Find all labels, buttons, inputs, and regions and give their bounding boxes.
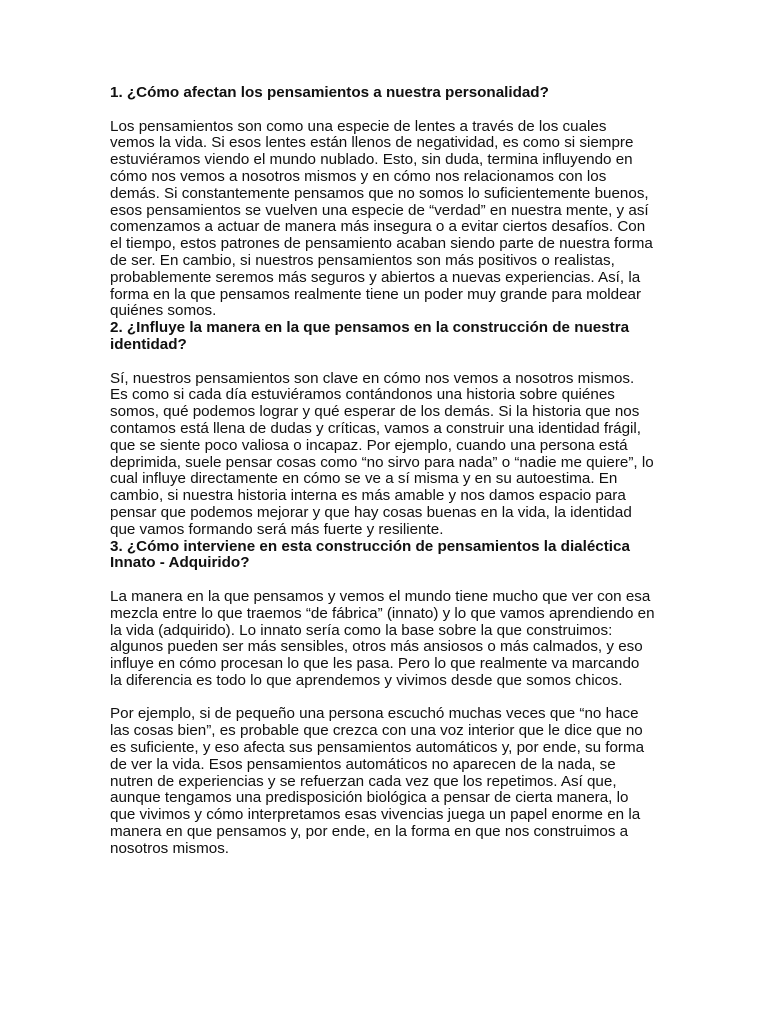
section-paragraph: La manera en la que pensamos y vemos el mundo tiene mucho que ver con esa mezcla entre lo que traemos “de fábrica” (innato) y lo que vamos aprendiendo en la vida (adquirido). Lo innato sería como la base sobre la que construimos: algunos pueden ser más sensibles, otros más ansiosos o más calmados, y eso influye en cómo procesan lo que les pasa. Pero lo que realmente va marcando la diferencia es todo lo que aprendemos y vivimos desde que somos chicos.	[110, 587, 655, 689]
section-paragraph: Los pensamientos son como una especie de lentes a través de los cuales vemos la vida. Si esos lentes están llenos de negatividad, es como si siempre estuviéramos viendo el mundo nublado. Esto, sin duda, termina influyendo en cómo nos vemos a nosotros mismos y en cómo nos relacionamos con los demás. Si constantemente pensamos que no somos lo suficientemente buenos, esos pensamientos se vuelven una especie de “verdad” en nuestra mente, y así comenzamos a actuar de manera más insegura o a evitar ciertos desafíos. Con el tiempo, estos patrones de pensamiento acaban siendo parte de nuestra forma de ser. En cambio, si nuestros pensamientos son más positivos o realistas, probablemente seremos más seguros y abiertos a nuevas experiencias. Así, la forma en la que pensamos realmente tiene un poder muy grande para moldear quiénes somos.	[110, 117, 653, 320]
section-1	[110, 85, 655, 320]
section-2	[110, 320, 655, 538]
section-paragraph: Sí, nuestros pensamientos son clave en cómo nos vemos a nosotros mismos. Es como si cada día estuviéramos contándonos una historia sobre quiénes somos, qué podemos lograr y qué esperar de los demás. Si la historia que nos contamos está llena de dudas y críticas, vamos a construir una identidad frágil, que se siente poco valiosa o incapaz. Por ejemplo, cuando una persona está deprimida, suele pensar cosas como “no sirvo para nada” o “nadie me quiere”, lo cual influye directamente en cómo se ve a sí misma y en su autoestima. En cambio, si nuestra historia interna es más amable y nos damos espacio para pensar que podemos mejorar y que hay cosas buenas en la vida, la identidad que vamos formando será más fuerte y resiliente.	[110, 369, 654, 538]
section-paragraph: Por ejemplo, si de pequeño una persona escuchó muchas veces que “no hace las cosas bien”, es probable que crezca con una voz interior que le dice que no es suficiente, y eso afecta sus pensamientos automáticos y, por ende, su forma de ver la vida. Esos pensamientos automáticos no aparecen de la nada, se nutren de experiencias y se refuerzan cada vez que los repetimos. Así que, aunque tengamos una predisposición biológica a pensar de cierta manera, lo que vivimos y cómo interpretamos esas vivencias juega un papel enorme en la manera en que pensamos y, por ende, en la forma en que nos construimos a nosotros mismos.	[110, 705, 645, 857]
section-heading: 1. ¿Cómo afectan los pensamientos a nuestra personalidad?	[110, 84, 549, 101]
section-heading: 2. ¿Influye la manera en la que pensamos en la construcción de nuestra identidad?	[110, 319, 630, 353]
document-page	[110, 85, 655, 858]
section-3	[110, 539, 655, 858]
section-heading: 3. ¿Cómo interviene en esta construcción de pensamientos la dialéctica Innato - Adquirido?	[110, 537, 630, 572]
